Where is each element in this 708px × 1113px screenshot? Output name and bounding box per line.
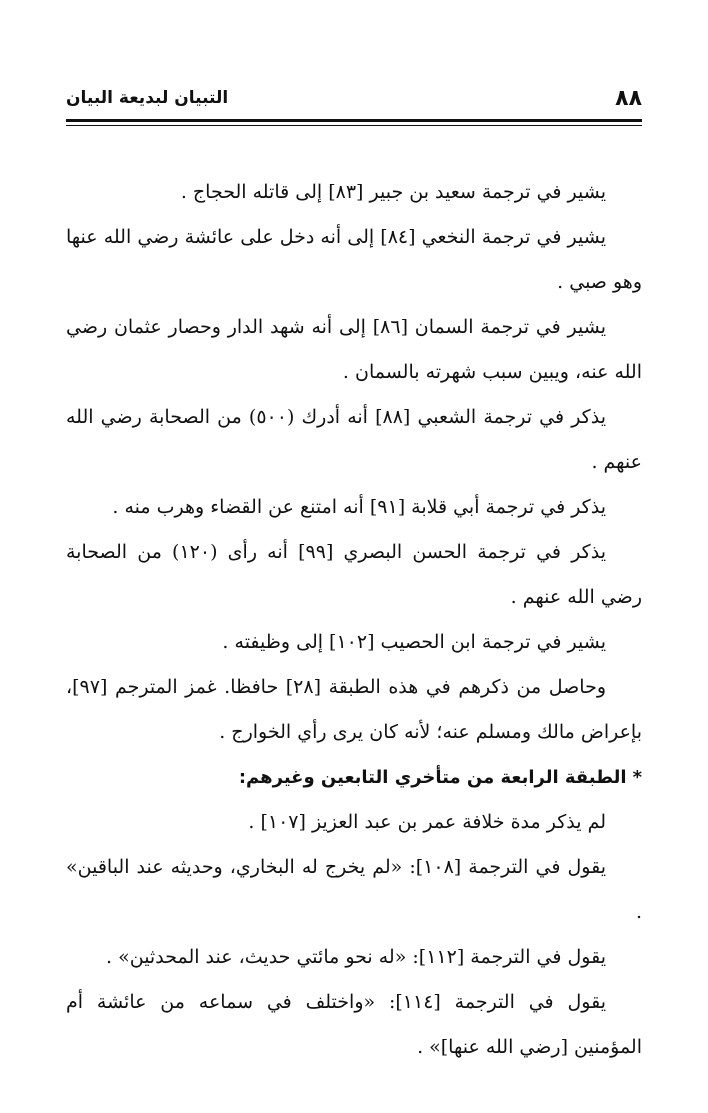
- bullet-icon: *: [632, 767, 642, 788]
- paragraph-abu-qilaba: يذكر في ترجمة أبي قلابة [٩١] أنه امتنع عن القضاء وهرب منه .: [112, 496, 606, 518]
- paragraph-hasan-basri: يذكر في ترجمة الحسن البصري [٩٩] أنه رأى (١٢٠) من الصحابة رضي الله عنهم .: [66, 541, 642, 608]
- page-number: ٨٨: [615, 86, 642, 111]
- section-heading: [66, 755, 642, 800]
- header-rule-thin: [66, 125, 642, 126]
- paragraph-summary: وحاصل من ذكرهم في هذه الطبقة [٢٨] حافظا. غمز المترجم [٩٧]، بإعراض مالك ومسلم عنه؛ لأنه كان يرى رأي الخوارج .: [66, 676, 642, 743]
- paragraph-shabi: يذكر في ترجمة الشعبي [٨٨] أنه أدرك (٥٠٠) من الصحابة رضي الله عنهم .: [66, 406, 642, 473]
- section-heading-text: الطبقة الرابعة من متأخري التابعين وغيرهم:: [238, 767, 627, 788]
- paragraph-umar-abd-al-aziz: لم يذكر مدة خلافة عمر بن عبد العزيز [١٠٧] .: [248, 811, 606, 833]
- paragraph-ibn-husayb: يشير في ترجمة ابن الحصيب [١٠٢] إلى وظيفته .: [222, 631, 606, 653]
- paragraph-samman: يشير في ترجمة السمان [٨٦] إلى أنه شهد الدار وحصار عثمان رضي الله عنه، ويبين سبب شهرته بالسمان .: [66, 316, 642, 383]
- page-header: [66, 86, 642, 116]
- running-title: التبيان لبديعة البيان: [66, 88, 229, 108]
- paragraph-translation-114: يقول في الترجمة [١١٤]: «واختلف في سماعه من عائشة أم المؤمنين [رضي الله عنها]» .: [66, 991, 642, 1058]
- page-body: [66, 170, 642, 1070]
- paragraph-translation-112: يقول في الترجمة [١١٢]: «له نحو مائتي حديث، عند المحدثين» .: [106, 946, 606, 968]
- paragraph-said-ibn-jubayr: يشير في ترجمة سعيد بن جبير [٨٣] إلى قاتله الحجاج .: [180, 181, 606, 203]
- header-rule-thick: [66, 119, 642, 122]
- paragraph-translation-108: يقول في الترجمة [١٠٨]: «لم يخرج له البخاري، وحديثه عند الباقين» .: [66, 856, 642, 923]
- paragraph-nakhai: يشير في ترجمة النخعي [٨٤] إلى أنه دخل على عائشة رضي الله عنها وهو صبي .: [66, 226, 642, 293]
